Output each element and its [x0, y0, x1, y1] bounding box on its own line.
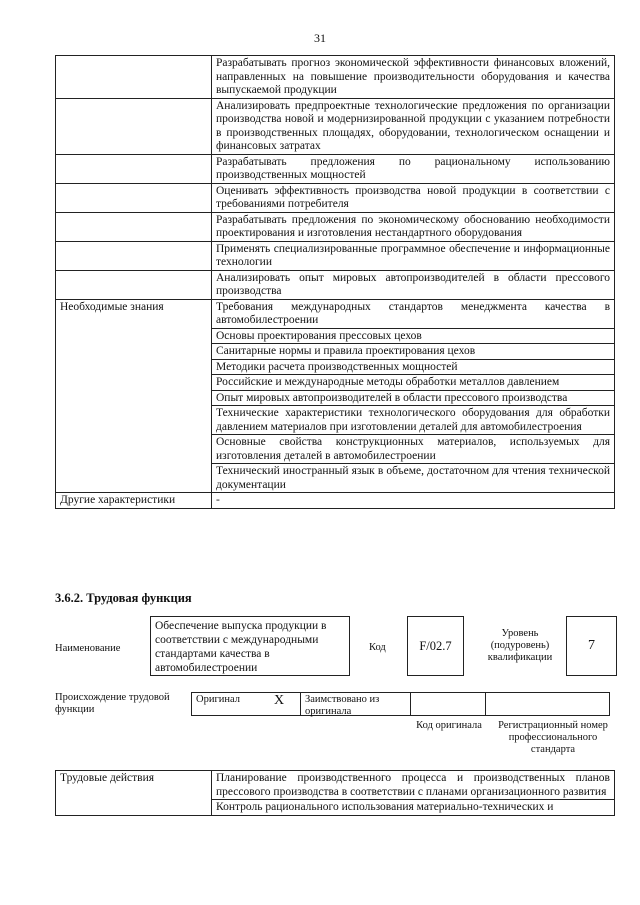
category-label: Другие характеристики — [56, 493, 212, 509]
category-label: Необходимые знания — [56, 299, 212, 493]
code-label: Код — [369, 642, 386, 653]
requirement-item: - — [212, 493, 615, 509]
requirement-item: Применять специализированные программное обеспечение и информационные технологии — [212, 241, 615, 270]
labor-action-item: Планирование производственного процесса и производственных планов прессового производства в соответствии с планами организационного развития — [212, 771, 615, 800]
requirement-item: Основы проектирования прессовых цехов — [212, 328, 615, 344]
origin-row — [191, 692, 610, 716]
level-label: Уровень (подуровень) квалификации — [487, 628, 553, 663]
name-label: Наименование — [55, 643, 121, 654]
requirement-item: Требования международных стандартов менеджмента качества в автомобилестроении — [212, 299, 615, 328]
function-name-box — [150, 616, 350, 676]
original-cell — [191, 692, 301, 716]
requirement-item: Основные свойства конструкционных материалов, используемых для изготовления деталей в автомобилестроении — [212, 435, 615, 464]
requirement-item: Технический иностранный язык в объеме, достаточном для чтения технической документации — [212, 464, 615, 493]
category-label — [56, 183, 212, 212]
code-original-cell — [411, 692, 486, 716]
category-label — [56, 270, 212, 299]
function-name-value: Обеспечение выпуска продукции в соответствии с международными стандартами качества в автомобилестроении — [155, 620, 327, 674]
reg-number-label: Регистрационный номер профессионального стандарта — [498, 720, 608, 755]
requirement-item: Разрабатывать предложения по экономическому обоснованию необходимости проектирования и изготовления нестандартного оборудования — [212, 212, 615, 241]
labor-action-item: Контроль рационального использования материально-технических и — [212, 800, 615, 816]
category-label — [56, 98, 212, 154]
requirement-item: Разрабатывать прогноз экономической эффективности финансовых вложений, направленных на повышение производительности оборудования и качества выпускаемой продукции — [212, 56, 615, 99]
requirement-item: Методики расчета производственных мощностей — [212, 359, 615, 375]
level-value: 7 — [588, 638, 595, 653]
original-mark: X — [274, 693, 285, 708]
level-box — [566, 616, 617, 676]
category-label — [56, 56, 212, 99]
skills-knowledge-table — [55, 55, 615, 509]
origin-label: Происхождение трудовой функции — [55, 692, 170, 715]
borrowed-label: Заимствовано из оригинала — [305, 694, 380, 717]
requirement-item: Анализировать опыт мировых автопроизводителей в области прессового производства — [212, 270, 615, 299]
original-label: Оригинал — [196, 694, 240, 705]
requirement-item: Оценивать эффективность производства новой продукции в соответствии с требованиями потребителя — [212, 183, 615, 212]
page-number: 31 — [314, 31, 326, 45]
category-label — [56, 154, 212, 183]
code-original-label: Код оригинала — [416, 720, 482, 731]
code-value: F/02.7 — [419, 638, 452, 653]
requirement-item: Анализировать предпроектные технологические предложения по организации производства новой и модернизированной продукции с указанием потребности в производственных площадях, оборудовании, технологическом оснащении и финансовых затратах — [212, 98, 615, 154]
category-label — [56, 212, 212, 241]
requirement-item: Технические характеристики технологического оборудования для обработки давлением материалов при изготовлении деталей для автомобилестроения — [212, 406, 615, 435]
requirement-item: Санитарные нормы и правила проектирования цехов — [212, 344, 615, 360]
requirement-item: Российские и международные методы обработки металлов давлением — [212, 375, 615, 391]
category-label — [56, 241, 212, 270]
labor-actions-label: Трудовые действия — [56, 771, 212, 816]
requirement-item: Разрабатывать предложения по рациональному использованию производственных мощностей — [212, 154, 615, 183]
requirement-item: Опыт мировых автопроизводителей в области прессового производства — [212, 390, 615, 406]
section-title: 3.6.2. Трудовая функция — [55, 591, 192, 605]
code-box — [407, 616, 464, 676]
borrowed-cell — [301, 692, 411, 716]
labor-actions-table — [55, 770, 615, 816]
reg-number-cell — [486, 692, 610, 716]
